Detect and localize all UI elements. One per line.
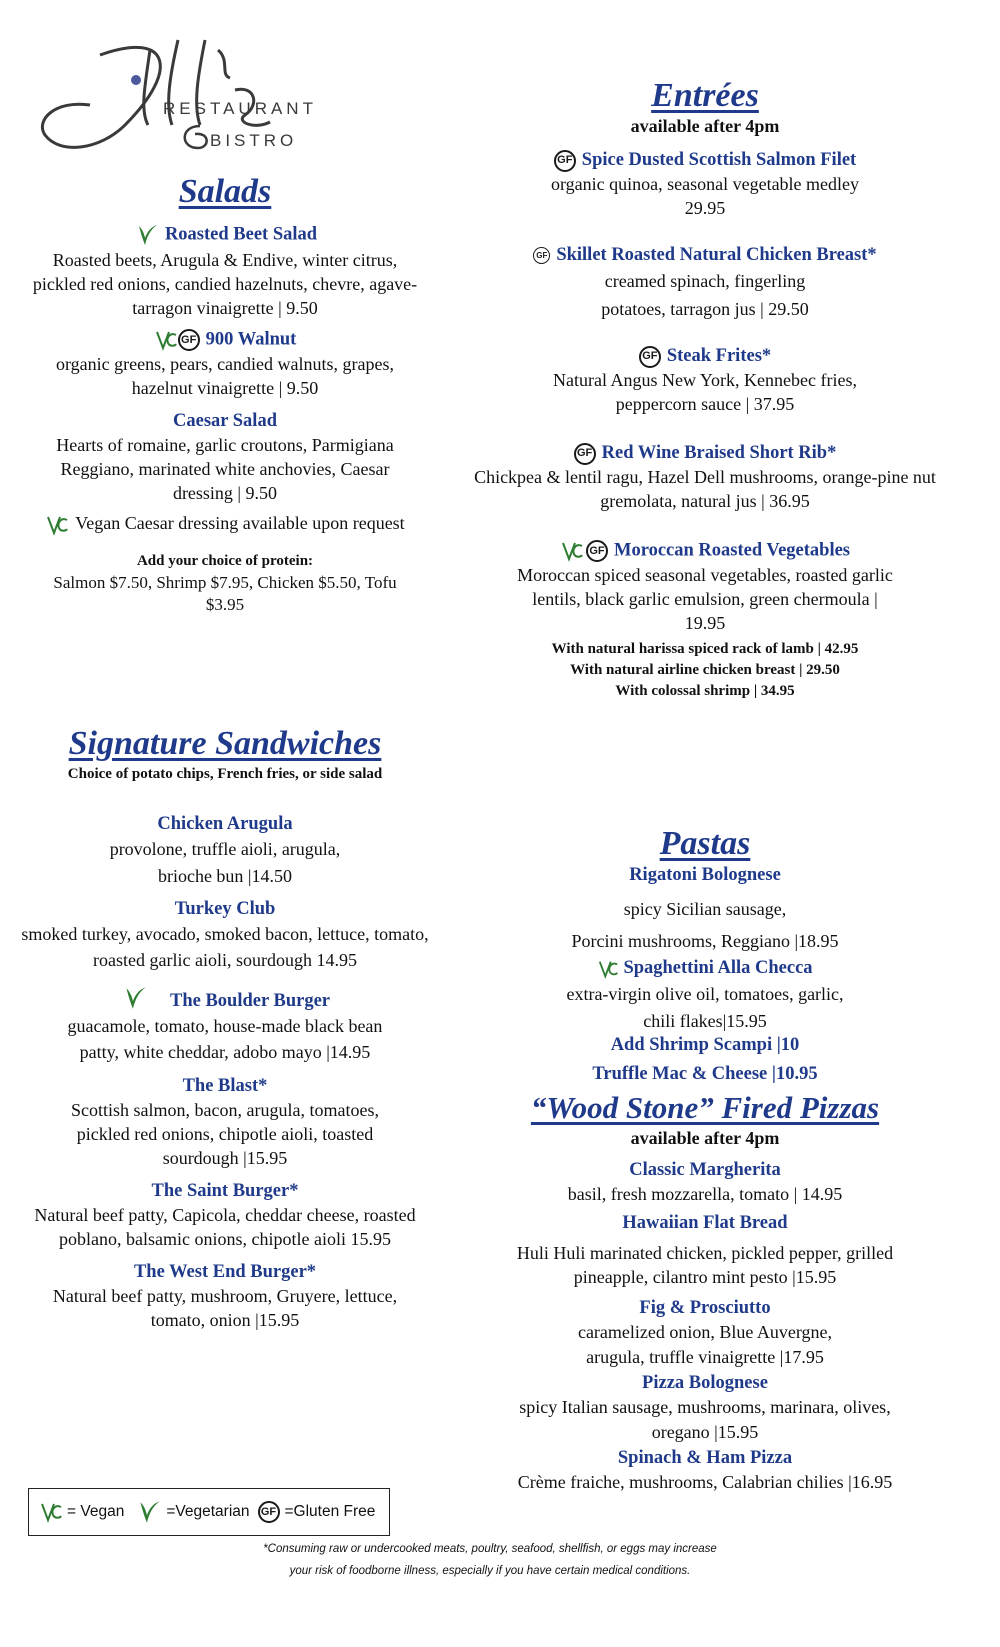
sandwiches-title: Signature Sandwiches [68, 725, 382, 762]
menu-item-desc: Crème fraiche, mushrooms, Calabrian chilies |16.95 [517, 1472, 893, 1492]
legend-vegetarian: =Vegetarian [166, 1503, 250, 1520]
menu-item-desc: Porcini mushrooms, Reggiano |18.95 [571, 931, 839, 951]
restaurant-logo [30, 30, 390, 170]
menu-item-desc: caramelized onion, Blue Auvergne, arugula, truffle vinaigrette |17.95 [577, 1322, 833, 1367]
menu-item-desc: Natural beef patty, Capicola, cheddar cheese, roasted poblano, balsamic onions, chipotle aioli 15.95 [34, 1205, 416, 1249]
pizzas-section [455, 1088, 955, 1494]
menu-item-name: Fig & Prosciutto [639, 1298, 771, 1318]
entrees-section [455, 76, 955, 702]
gluten-free-icon: GF [554, 150, 576, 172]
menu-item-desc: extra-virgin olive oil, tomatoes, garlic, [566, 984, 844, 1004]
menu-item-name: Classic Margherita [629, 1160, 781, 1180]
pizzas-subtitle: available after 4pm [630, 1128, 780, 1148]
menu-item-name: Hawaiian Flat Bread [622, 1213, 788, 1233]
menu-item-name: The Blast* [182, 1076, 268, 1096]
menu-item-desc: Scottish salmon, bacon, arugula, tomatoes, pickled red onions, chipotle aioli, toasted sourdough |15.95 [71, 1100, 379, 1168]
menu-item-name: GF 900 Walnut [20, 328, 430, 352]
pasta-extra: Add Shrimp Scampi |10 [610, 1035, 800, 1055]
gluten-free-icon: GF [574, 443, 596, 465]
menu-item-desc: Chickpea & lentil ragu, Hazel Dell mushrooms, orange-pine nut gremolata, natural jus | 36.95 [474, 467, 936, 511]
disclaimer-line: *Consuming raw or undercooked meats, poultry, seafood, shellfish, or eggs may increase [263, 1543, 717, 1555]
menu-item-name: Chicken Arugula [157, 814, 293, 834]
gluten-free-icon: GF [178, 329, 200, 351]
menu-item-name: GF Skillet Roasted Natural Chicken Breast* [455, 244, 955, 267]
menu-item-name: Spaghettini Alla Checca [455, 957, 955, 980]
menu-item-name: GF Steak Frites* [455, 345, 955, 368]
logo-restaurant-text: RESTAURANT [163, 99, 317, 118]
menu-item-desc: spicy Italian sausage, mushrooms, marinara, olives, oregano |15.95 [519, 1397, 891, 1442]
vegan-icon [154, 328, 178, 352]
menu-item-name: Rigatoni Bolognese [629, 865, 781, 885]
sandwiches-section [20, 724, 430, 1332]
vegetarian-leaf-icon [134, 1496, 162, 1528]
vegan-icon [597, 958, 619, 980]
vegan-icon [45, 513, 69, 537]
menu-item-name: GF Moroccan Roasted Vegetables [455, 539, 955, 563]
menu-item-name: The Boulder Burger [20, 983, 430, 1013]
gluten-free-icon: GF [639, 346, 661, 368]
menu-item-desc: Natural Angus New York, Kennebec fries, peppercorn sauce | 37.95 [553, 370, 857, 414]
menu-item-desc: spicy Sicilian sausage, [623, 899, 787, 919]
menu-item-name: The Saint Burger* [151, 1181, 299, 1201]
menu-item-desc: creamed spinach, fingerling potatoes, tarragon jus | 29.50 [601, 271, 809, 319]
legend-vegan: = Vegan [67, 1503, 125, 1520]
menu-item-desc: Hearts of romaine, garlic croutons, Parmigiana Reggiano, marinated white anchovies, Caesar dressing | 9.50 [56, 435, 394, 503]
menu-item-desc: smoked turkey, avocado, smoked bacon, lettuce, tomato, roasted garlic aioli, sourdough 14.95 [21, 924, 429, 970]
menu-item-desc: guacamole, tomato, house-made black bean patty, white cheddar, adobo mayo |14.95 [67, 1016, 383, 1062]
menu-item-name: Spinach & Ham Pizza [617, 1448, 793, 1468]
vegan-icon [39, 1499, 63, 1525]
menu-item-desc: Moroccan spiced seasonal vegetables, roasted garlic lentils, black garlic emulsion, green chermoula | 19.95 [517, 565, 893, 633]
health-disclaimer [170, 1538, 810, 1582]
pasta-extra: Truffle Mac & Cheese |10.95 [592, 1064, 818, 1084]
entree-addons [455, 639, 955, 702]
menu-item-desc: Huli Huli marinated chicken, pickled pepper, grilled pineapple, cilantro mint pesto |15.95 [516, 1243, 894, 1287]
addon-line: With natural airline chicken breast | 29.50 [570, 662, 840, 678]
menu-item-desc: chili flakes|15.95 [643, 1011, 767, 1031]
sandwiches-subtitle: Choice of potato chips, French fries, or side salad [67, 766, 383, 782]
vegan-note: Vegan Caesar dressing available upon request [20, 511, 430, 537]
menu-item-desc: Roasted beets, Arugula & Endive, winter citrus, pickled red onions, candied hazelnuts, chevre, agave-tarragon vinaigrette | 9.50 [32, 250, 418, 318]
gluten-free-icon: GF [586, 540, 608, 562]
salads-title: Salads [178, 173, 272, 210]
dietary-legend [28, 1488, 390, 1536]
addon-line: With natural harissa spiced rack of lamb | 42.95 [551, 641, 859, 657]
protein-list: Salmon $7.50, Shrimp $7.95, Chicken $5.50, Tofu $3.95 [53, 572, 397, 614]
menu-item-desc: provolone, truffle aioli, arugula, brioche bun |14.50 [109, 839, 341, 886]
menu-item-name: GF Red Wine Braised Short Rib* [455, 442, 955, 465]
menu-item-desc: organic greens, pears, candied walnuts, grapes, hazelnut vinaigrette | 9.50 [55, 354, 395, 398]
menu-item-desc: organic quinoa, seasonal vegetable medley 29.95 [550, 174, 860, 218]
entrees-title: Entrées [651, 77, 759, 114]
legend-gluten-free: =Gluten Free [284, 1503, 376, 1520]
disclaimer-line: your risk of foodborne illness, especially if you have certain medical conditions. [289, 1565, 691, 1577]
pizzas-title: “Wood Stone” Fired Pizzas [530, 1090, 880, 1125]
salads-section [20, 172, 430, 616]
vegetarian-leaf-icon [133, 222, 159, 248]
pastas-title: Pastas [659, 825, 751, 862]
vegan-icon [560, 539, 584, 563]
protein-title: Add your choice of protein: [136, 552, 314, 569]
menu-item-name: GF Spice Dusted Scottish Salmon Filet [455, 149, 955, 172]
menu-item-name: Roasted Beet Salad [20, 222, 430, 248]
menu-item-desc: basil, fresh mozzarella, tomato | 14.95 [567, 1184, 843, 1204]
addon-line: With colossal shrimp | 34.95 [615, 683, 795, 699]
menu-item-name: Turkey Club [174, 899, 276, 919]
pastas-section [455, 824, 955, 1086]
entrees-subtitle: available after 4pm [630, 116, 780, 136]
menu-item-name: Pizza Bolognese [642, 1373, 768, 1393]
logo-bistro-text: BISTRO [210, 131, 298, 150]
logo-graphic [30, 30, 390, 170]
gluten-free-icon: GF [533, 247, 550, 264]
menu-item-desc: Natural beef patty, mushroom, Gruyere, lettuce, tomato, onion |15.95 [52, 1286, 398, 1330]
gluten-free-icon: GF [258, 1501, 280, 1523]
menu-item-name: Caesar Salad [173, 411, 277, 431]
menu-item-name: The West End Burger* [133, 1262, 317, 1282]
vegetarian-leaf-icon [120, 983, 148, 1013]
